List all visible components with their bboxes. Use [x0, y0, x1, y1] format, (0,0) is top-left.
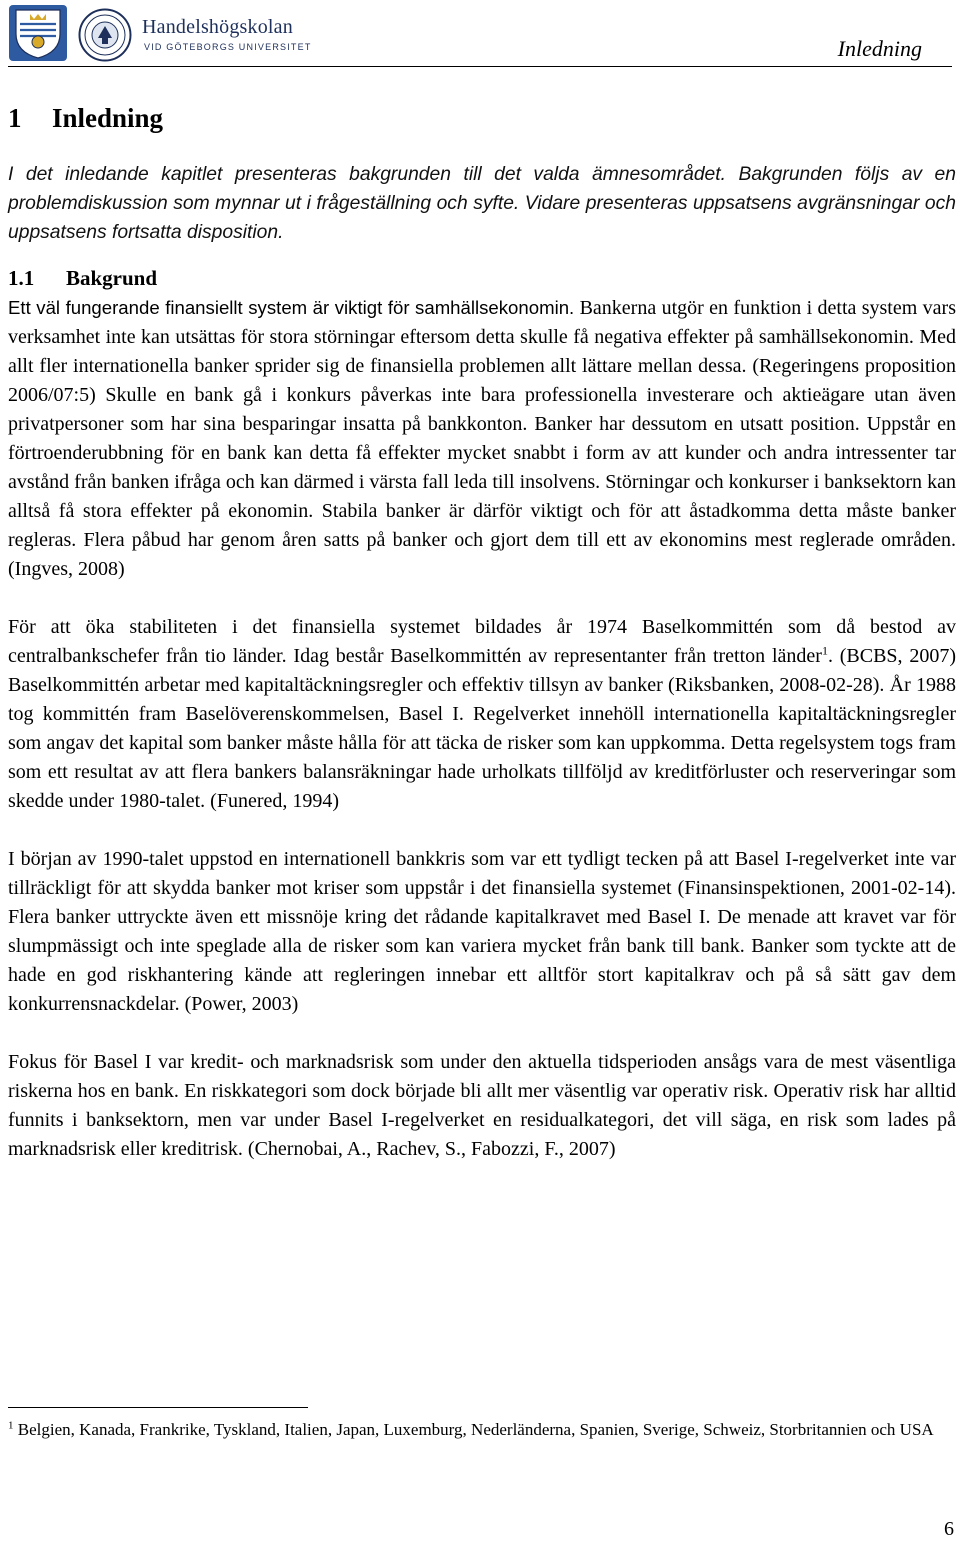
header-divider	[8, 66, 952, 67]
crest-logo-icon	[8, 4, 68, 62]
logo-name: Handelshögskolan	[142, 16, 293, 38]
paragraph-2-text-b: . (BCBS, 2007) Baselkommittén arbetar med kapitaltäckningsregler och effektiv tillsyn av banker (Riksbanken, 2008-02-28). År 1988 tog kommittén fram Baselöverenskommelsen, Basel I. Regelverket innehöll internationella kapitaltäckningsregler som angav det kapital som banker måste hålla för att täcka de risker som kan uppkomma. Detta regelsystem togs fram som ett resultat av att flera bankers balansräkningar hade urholkats tillföljd av kreditförluster och reserveringar som skedde under 1980-talet. (Funered, 1994)	[8, 645, 957, 812]
paragraph-2	[8, 613, 956, 816]
section-heading	[8, 263, 956, 293]
document-body	[8, 98, 956, 1193]
footnote	[8, 1418, 956, 1442]
footnote-reference[interactable]: 1	[821, 643, 828, 658]
paragraph-2-text-a: För att öka stabiliteten i det finansiella systemet bildades år 1974 Baselkommittén som då bestod av centralbankschefer från tio länder. Idag består Baselkommittén av representanter från tretton länder	[8, 616, 956, 667]
section-title: Bakgrund	[66, 266, 158, 290]
chapter-heading	[8, 98, 956, 138]
running-title: Inledning	[837, 36, 922, 61]
section-number: 1.1	[8, 266, 35, 290]
footnote-divider	[8, 1407, 308, 1408]
paragraph-3: I början av 1990-talet uppstod en internationell bankkris som var ett tydligt tecken på att Basel I-regelverket inte var tillräckligt för att skydda banker mot kriser som uppstår i det finansiella systemet (Finansinspektionen, 2001-02-14). Flera banker uttryckte även ett missnöje kring det rådande kapitalkravet med Basel I. De menade att kravet var för slumpmässigt och inte speglade alla de risker som kan variera mycket från bank till bank. Banker som tyckte att de hade en god riskhantering kände att regleringen innebar ett alltför stort kapitalkrav och på så sätt gav dem konkurrensnackdelar. (Power, 2003)	[8, 848, 956, 1015]
paragraph-1	[8, 293, 956, 584]
page-header	[8, 0, 952, 68]
university-seal-icon	[78, 8, 132, 62]
page-number: 6	[944, 1518, 954, 1540]
paragraph-1-lead: Ett väl fungerande finansiellt system är viktigt för samhällsekonomin.	[8, 297, 575, 318]
paragraph-4: Fokus för Basel I var kredit- och marknadsrisk som under den aktuella tidsperioden ansågs vara de mest väsentliga riskerna hos en bank. En riskkategori som dock började bli allt mer väsentlig var operativ risk. Operativ risk har alltid funnits i banksektorn, men var under Basel I-regelverket en residualkategori, det vill säga, en risk som lades på marknadsrisk eller kreditrisk. (Chernobai, A., Rachev, S., Fabozzi, F., 2007)	[8, 1051, 956, 1160]
chapter-number: 1	[8, 103, 22, 133]
paragraph-1-text: Bankerna utgör en funktion i detta system vars verksamhet inte kan utsättas för stora störningar eftersom detta skulle få negativa effekter på samhällsekonomin. Med allt fler internationella banker sprider sig de finansiella problemen allt lättare mellan dessa. (Regeringens proposition 2006/07:5) Skulle en bank gå i konkurs påverkas inte bara professionella investerare och aktieägare utan även privatpersoner som har sina besparingar insatta på bankkonton. Banker har dessutom en utsatt position. Uppstår en förtroenderubbning för en bank kan detta få effekter mycket snabbt i form av att kunder och andra intressenter tar avstånd från banken ifråga och kan därmed i värsta fall leda till insolvens. Störningar och konkurser i banksektorn kan alltså få stora effekter på ekonomin. Stabila banker är därför viktigt och för att åstadkomma detta måste banker regleras. Flera påbud har genom åren satts på banker och gjort dem till ett av ekonomins mest reglerade områden. (Ingves, 2008)	[8, 297, 956, 580]
chapter-intro: I det inledande kapitlet presenteras bakgrunden till det valda ämnesområdet. Bakgrunden följs av en problemdiskussion som mynnar ut i frågeställning och syfte. Vidare presenteras uppsatsens avgränsningar och uppsatsens fortsatta disposition.	[8, 164, 956, 243]
chapter-title: Inledning	[52, 103, 164, 133]
logo-subtitle: VID GÖTEBORGS UNIVERSITET	[144, 42, 312, 52]
footnote-text: Belgien, Kanada, Frankrike, Tyskland, Italien, Japan, Luxemburg, Nederländerna, Spanien, Sverige, Schweiz, Storbritannien och USA	[13, 1420, 934, 1439]
footnote-marker: 1	[8, 1419, 14, 1432]
